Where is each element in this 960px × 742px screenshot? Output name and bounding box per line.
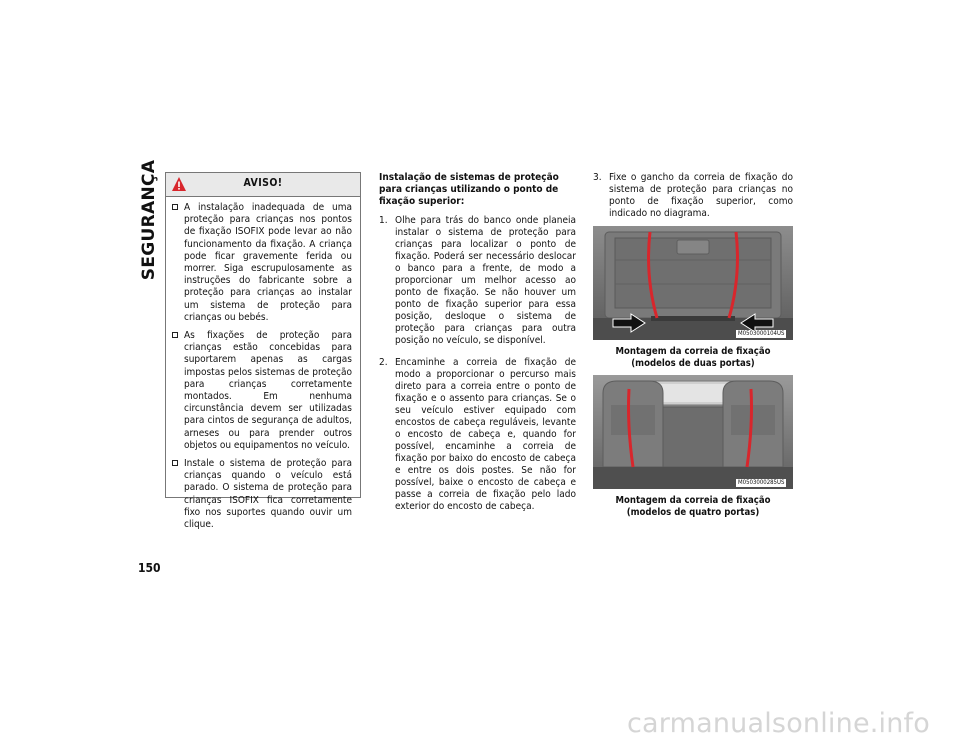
figure-four-door — [593, 375, 793, 489]
warning-box — [165, 172, 361, 531]
four-door-seat-image — [593, 375, 793, 489]
checkbox-bullet-icon — [172, 332, 178, 338]
figure-caption: Montagem da correia de fixação (modelos de duas portas) — [615, 346, 771, 369]
warning-header — [166, 173, 360, 197]
figure-code: M0503000104US — [738, 330, 785, 337]
step-number: 2. — [379, 357, 388, 368]
step-text: Encaminhe a correia de fixação de modo a proporcionar o percurso mais direto para a correia entre o ponto de fixação e o assento para crianças. Se o seu veículo estiver equipado com encostos de cabeça reguláveis, levante o encosto de cabeça e, quando for possível, encaminhe a correia de fixação por baixo do encosto de cabeça e entre os dois postes. Se não for possível, baixe o encosto de cabeça e passe a correia de fixação pelo lado exterior do encosto de cabeça. — [395, 357, 576, 512]
warning-title: AVISO! — [243, 177, 283, 189]
step-number: 3. — [593, 172, 602, 183]
figure-caption: Montagem da correia de fixação (modelos de quatro portas) — [615, 495, 771, 518]
warning-item — [172, 202, 352, 324]
checkbox-bullet-icon — [172, 460, 178, 466]
install-heading: Instalação de sistemas de proteção para crianças utilizando o ponto de fixação superior: — [379, 172, 559, 207]
install-instructions — [379, 172, 576, 523]
install-steps-continued — [593, 172, 793, 220]
warning-item-text: Instale o sistema de proteção para crianças quando o veículo está parado. O sistema de proteção para crianças ISOFIX fica corretamente fixo nos suportes quando ouvir um clique. — [184, 458, 352, 531]
right-column — [593, 172, 793, 518]
warning-item — [172, 330, 352, 452]
figure-code: M0503000285US — [738, 479, 785, 486]
figure-two-door — [593, 226, 793, 340]
install-step — [593, 172, 793, 220]
two-door-seat-image — [593, 226, 793, 340]
section-tab — [138, 159, 160, 281]
warning-item — [172, 458, 352, 531]
warning-list — [166, 197, 360, 531]
step-number: 1. — [379, 215, 388, 226]
install-step — [379, 357, 576, 513]
install-step — [379, 215, 576, 347]
page-number: 150 — [138, 561, 161, 575]
section-tab-label: SEGURANÇA — [139, 159, 159, 281]
step-text: Fixe o gancho da correia de fixação do sistema de proteção para crianças no ponto de fixação superior, como indicado no diagrama. — [609, 172, 793, 219]
warning-item-text: As fixações de proteção para crianças estão concebidas para suportarem apenas as cargas impostas pelos sistemas de proteção para crianças corretamente montados. Em nenhuma circunstância devem ser utilizadas para cintos de segurança de adultos, arneses ou para prender outros objetos ou equipamentos no veículo. — [184, 330, 352, 451]
warning-item-text: A instalação inadequada de uma proteção para crianças nos pontos de fixação ISOFIX pode levar ao não funcionamento da fixação. A criança pode ficar gravemente ferida ou morrer. Siga escrupulosamente as instruções do fabricante sobre a proteção para crianças ao instalar um sistema de proteção para crianças ou bebés. — [184, 202, 352, 323]
checkbox-bullet-icon — [172, 204, 178, 210]
step-text: Olhe para trás do banco onde planeia instalar o sistema de proteção para crianças para localizar o ponto de fixação. Poderá ser necessário deslocar o banco para a frente, de modo a proporcionar um melhor acesso ao ponto de fixação. Se não houver um ponto de fixação superior para essa posição, desloque o sistema de proteção para crianças para outra posição no veículo, se disponível. — [395, 215, 576, 346]
watermark: carmanualsonline.info — [627, 708, 930, 739]
install-steps — [379, 215, 576, 513]
